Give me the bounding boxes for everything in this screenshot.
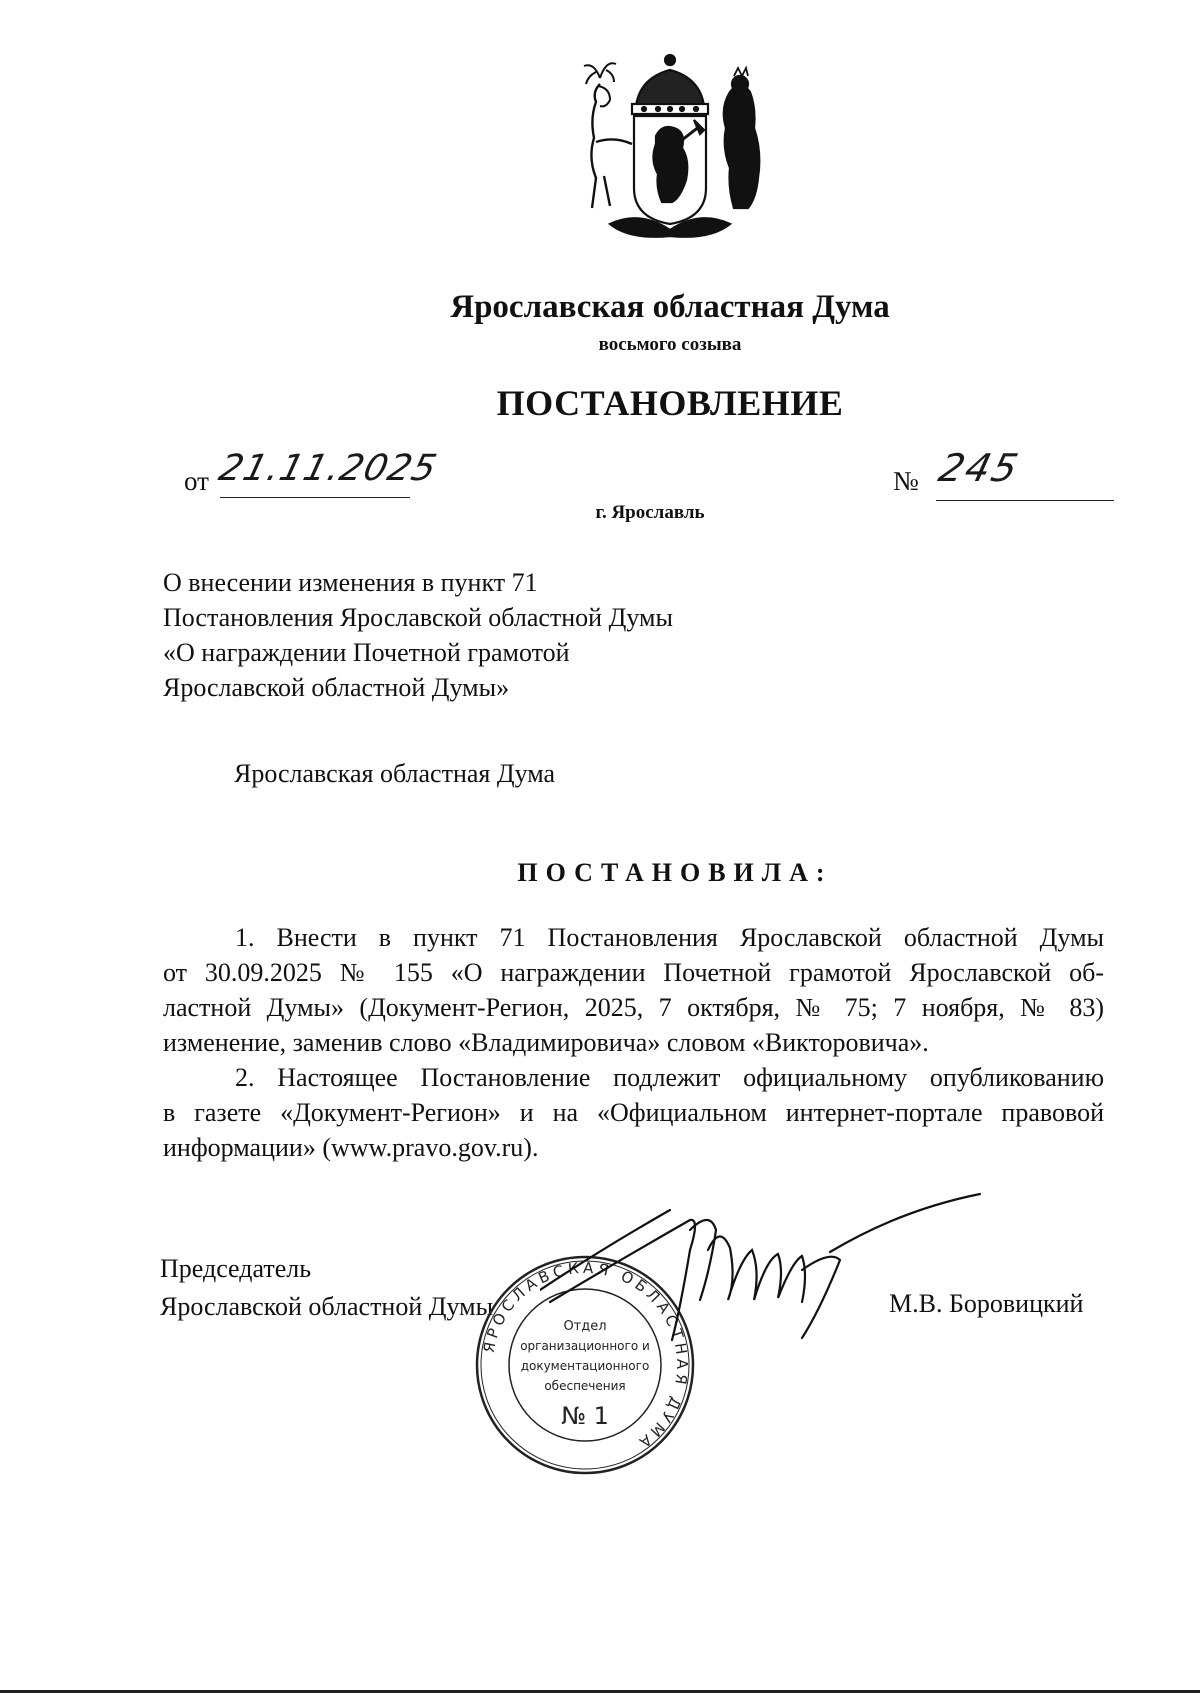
body-line: изменение, заменив слово «Владимировича» словом «Викторовича».: [163, 1028, 929, 1057]
resolution-body: [163, 920, 1104, 1165]
page-bottom-edge: [0, 1690, 1200, 1693]
document-type-heading: ПОСТАНОВЛЕНИЕ: [496, 383, 844, 423]
subject-line: Ярославской областной Думы»: [163, 673, 510, 702]
stamp-line: обеспечения: [544, 1379, 626, 1393]
resolved-heading: ПОСТАНОВИЛА:: [517, 858, 833, 887]
signatory-title: [160, 1250, 493, 1326]
number-underline: [936, 500, 1114, 501]
stamp-ring-text: ЯРОСЛАВСКАЯ ОБЛАСТНАЯ ДУМА: [479, 1258, 692, 1454]
subject-line: О внесении изменения в пункт 71: [163, 568, 538, 597]
body-line: ластной Думы» (Документ-Регион, 2025, 7 октября, № 75; 7 ноября, № 83): [163, 993, 1104, 1022]
body-line: информации» (www.pravo.gov.ru).: [163, 1133, 539, 1162]
stamp-number: № 1: [561, 1402, 609, 1430]
organization-title: Ярославская областная Дума: [450, 289, 890, 325]
signatory-name: М.В. Боровицкий: [889, 1289, 1084, 1318]
date-underline: [220, 497, 410, 498]
body-line: от 30.09.2025 № 155 «О награждении Почетной грамотой Ярославской об-: [163, 958, 1104, 987]
body-line: 2. Настоящее Постановление подлежит официальному опубликованию: [235, 1063, 1104, 1092]
stamp-line: организационного и: [520, 1339, 650, 1353]
signatory-title-line: Председатель: [160, 1254, 312, 1283]
subject-block: [163, 565, 863, 705]
body-line: 1. Внести в пункт 71 Постановления Ярославской областной Думы: [235, 923, 1104, 952]
number-value: 245: [934, 446, 1025, 490]
stamp-line: документационного: [520, 1359, 650, 1373]
number-label: №: [893, 466, 919, 496]
signatory-title-line: Ярославской областной Думы: [160, 1292, 494, 1321]
preamble: Ярославская областная Дума: [234, 759, 556, 788]
signature-icon: [540, 1190, 1000, 1350]
paragraph-1: [163, 920, 1104, 1060]
subject-line: «О награждении Почетной грамотой: [163, 638, 570, 667]
date-label: от: [184, 466, 209, 496]
coat-of-arms-icon: [570, 48, 770, 244]
body-line: в газете «Документ-Регион» и на «Официальном интернет-портале правовой: [163, 1098, 1104, 1127]
date-value: 21.11.2025: [214, 448, 442, 489]
stamp-line: Отдел: [563, 1319, 607, 1334]
convocation-subtitle: восьмого созыва: [598, 334, 742, 355]
paragraph-2: [163, 1060, 1104, 1165]
city-line: г. Ярославль: [595, 502, 705, 523]
subject-line: Постановления Ярославской областной Думы: [163, 603, 673, 632]
